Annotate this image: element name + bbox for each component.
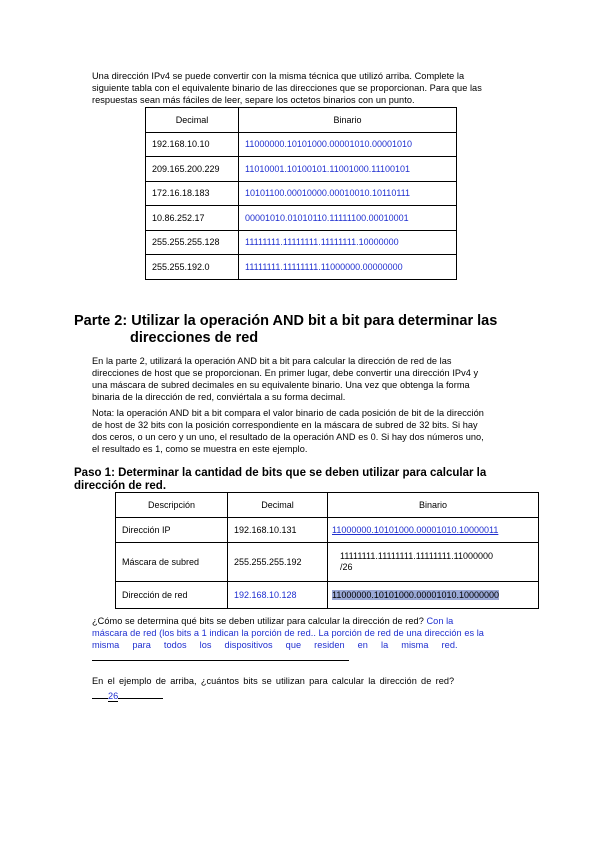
table2-header-decimal: Decimal xyxy=(228,493,328,518)
net-binary-part-a: 11000000.10101000.00001010.10 xyxy=(332,590,469,600)
decimal-cell: 255.255.192.0 xyxy=(146,255,239,280)
net-binary-part-b: 000000 xyxy=(468,590,500,600)
question-1-text: ¿Cómo se determina qué bits se deben utilizar para calcular la dirección de red? xyxy=(92,616,424,626)
part2-paragraph-line-4: binaria de la dirección de red, conviértala a su forma decimal. xyxy=(92,392,346,402)
question-2-text: En el ejemplo de arriba, ¿cuántos bits se utilizan para calcular la dirección de red? xyxy=(92,676,455,686)
table-row xyxy=(146,230,457,255)
answer-blank-right xyxy=(118,688,163,699)
note-line-1: Nota: la operación AND bit a bit compara el valor binario de cada posición de bit de la dirección xyxy=(92,408,484,418)
question-1-answer-line-2: máscara de red (los bits a 1 indican la porción de red.. La porción de red de una dirección es la xyxy=(92,628,484,638)
table1-header-binary: Binario xyxy=(239,108,457,133)
subnet-mask-binary: 11111111.11111111.11111111.11000000 xyxy=(340,551,493,561)
table2-header-binary: Binario xyxy=(328,493,539,518)
network-address-table xyxy=(115,492,539,609)
ip-address-label: Dirección IP xyxy=(116,518,228,543)
table-row xyxy=(146,157,457,182)
table-row xyxy=(116,543,539,582)
network-address-binary xyxy=(328,582,539,609)
binary-cell: 11111111.11111111.11111111.10000000 xyxy=(239,230,457,255)
ip-address-decimal: 192.168.10.131 xyxy=(228,518,328,543)
part2-paragraph-line-1: En la parte 2, utilizará la operación AND bit a bit para calcular la dirección de red de las xyxy=(92,356,452,366)
note-line-2: de host de 32 bits con la posición correspondiente en la máscara de subred de 32 bits. Si hay xyxy=(92,420,478,430)
table-row xyxy=(146,181,457,206)
question-1 xyxy=(92,616,526,628)
network-address-label: Dirección de red xyxy=(116,582,228,609)
decimal-cell: 209.165.200.229 xyxy=(146,157,239,182)
part2-paragraph-line-3: una máscara de subred decimales en su equivalente binario. Una vez que obtenga la forma xyxy=(92,380,470,390)
question-2-answer: 26 xyxy=(108,691,119,701)
table-row xyxy=(116,582,539,609)
decimal-cell: 10.86.252.17 xyxy=(146,206,239,231)
binary-cell: 11000000.10101000.00001010.00001010 xyxy=(239,132,457,157)
ip-binary-part-b: 000011 xyxy=(468,525,499,535)
subnet-mask-decimal: 255.255.255.192 xyxy=(228,543,328,582)
subnet-mask-label: Máscara de subred xyxy=(116,543,228,582)
decimal-binary-table xyxy=(145,107,457,280)
decimal-cell: 255.255.255.128 xyxy=(146,230,239,255)
table-row xyxy=(116,518,539,543)
decimal-cell: 192.168.10.10 xyxy=(146,132,239,157)
intro-line-2: siguiente tabla con el equivalente binario de las direcciones que se proporcionan. Para que las xyxy=(92,83,482,93)
note-line-4: el resultado es 1, como se muestra en este ejemplo. xyxy=(92,444,308,454)
binary-cell: 11010001.10100101.11001000.11100101 xyxy=(239,157,457,182)
intro-line-3: respuestas sean más fáciles de leer, separe los octetos binarios con un punto. xyxy=(92,95,415,105)
answer-blank-left xyxy=(92,688,108,699)
network-address-decimal: 192.168.10.128 xyxy=(228,582,328,609)
question-2-answer-row xyxy=(92,688,163,703)
part2-title-line-1: Parte 2: Utilizar la operación AND bit a bit para determinar las xyxy=(74,313,498,329)
part2-paragraph-line-2: direcciones de host que se proporcionan. En primer lugar, debe convertir una dirección IPv4 y xyxy=(92,368,479,378)
table-row xyxy=(146,132,457,157)
binary-cell: 11111111.11111111.11000000.00000000 xyxy=(239,255,457,280)
step1-title-line-2: dirección de red. xyxy=(74,480,167,492)
answer-line xyxy=(92,660,349,661)
subnet-mask-prefix: /26 xyxy=(340,562,353,572)
table1-header-decimal: Decimal xyxy=(146,108,239,133)
binary-cell: 10101100.00010000.00010010.10110111 xyxy=(239,181,457,206)
subnet-mask-binary-cell xyxy=(328,543,539,582)
decimal-cell: 172.16.18.183 xyxy=(146,181,239,206)
question-1-answer-start: Con la xyxy=(426,616,454,626)
table2-header-description: Descripción xyxy=(116,493,228,518)
part2-title-line-2: direcciones de red xyxy=(130,330,259,346)
note-line-3: dos ceros, o un cero y un uno, el resultado de la operación AND es 0. Si hay dos números uno, xyxy=(92,432,484,442)
binary-cell: 00001010.01010110.11111100.00010001 xyxy=(239,206,457,231)
question-1-answer-line-3: misma para todos los dispositivos que residen en la misma red. xyxy=(92,640,458,650)
table-row xyxy=(146,255,457,280)
table-row xyxy=(146,206,457,231)
ip-binary-part-a: 11000000.10101000.00001010.10 xyxy=(332,525,469,535)
ip-address-binary xyxy=(328,518,539,543)
intro-line-1: Una dirección IPv4 se puede convertir con la misma técnica que utilizó arriba. Complete la xyxy=(92,71,465,81)
step1-title-line-1: Paso 1: Determinar la cantidad de bits que se deben utilizar para calcular la xyxy=(74,467,487,479)
